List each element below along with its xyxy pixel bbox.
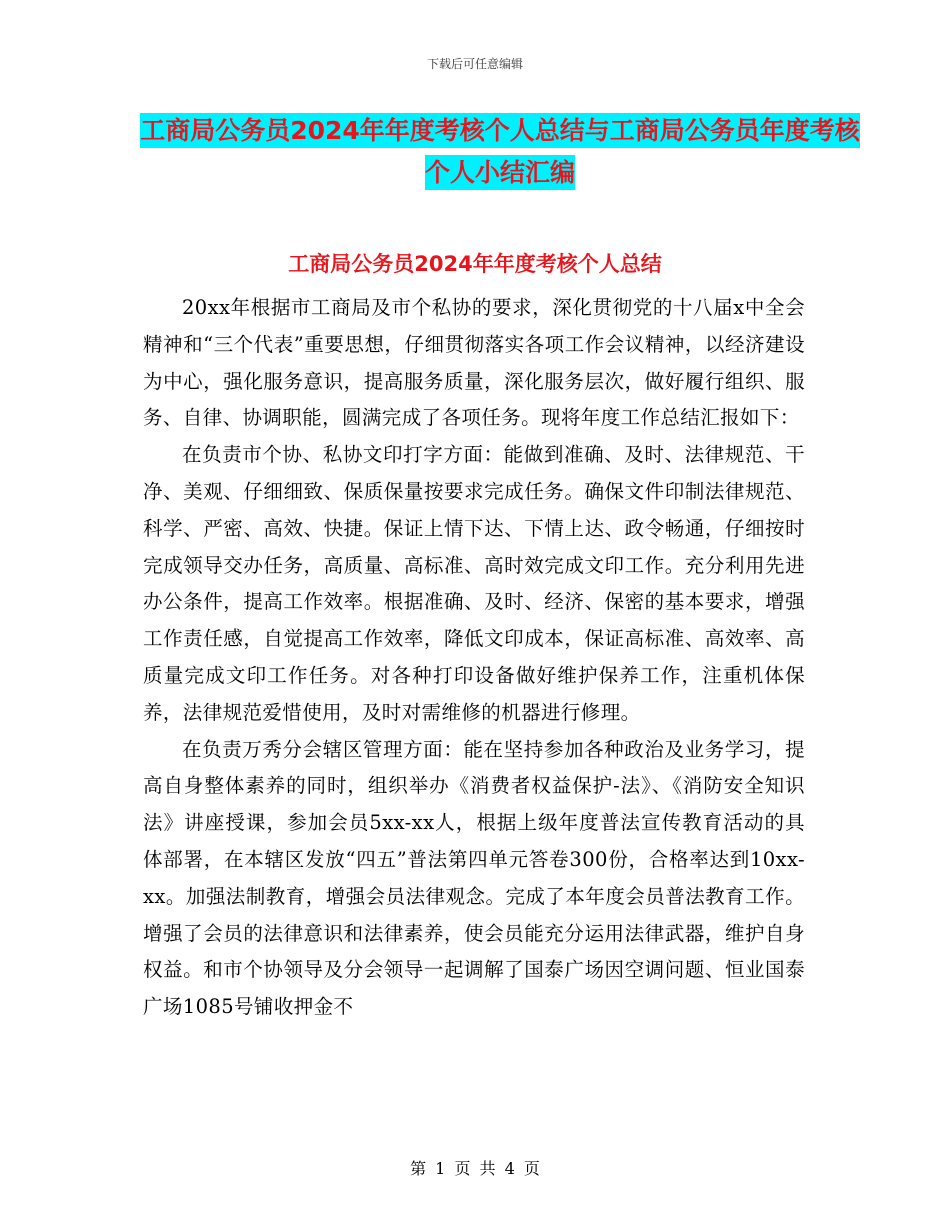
body-text [143, 290, 805, 1026]
paragraph: 在负责万秀分会辖区管理方面：能在坚持参加各种政治及业务学习，提高自身整体素养的同时，组织举办《消费者权益保护-法》、《消防安全知识法》讲座授课，参加会员5xx-xx人，根据上级年度普法宣传教育活动的具体部署，在本辖区发放“四五”普法第四单元答卷300份，合格率达到10xx-xx。加强法制教育，增强会员法律观念。完成了本年度会员普法教育工作。增强了会员的法律意识和法律素养，使会员能充分运用法律武器，维护自身权益。和市个协领导及分会领导一起调解了国泰广场因空调问题、恒业国泰广场1085号铺收押金不 [143, 737, 805, 1019]
document-title-text: 工商局公务员2024年年度考核个人总结与工商局公务员年度考核个人小结汇编 [140, 113, 860, 190]
document-title [140, 110, 860, 194]
header-note: 下载后可任意编辑 [426, 57, 523, 71]
paragraph: 20xx年根据市工商局及市个私协的要求，深化贯彻党的十八届x中全会精神和“三个代表”重要思想，仔细贯彻落实各项工作会议精神，以经济建设为中心，强化服务意识，提高服务质量，深化服务层次，做好履行组织、服务、自律、协调职能，圆满完成了各项任务。现将年度工作总结汇报如下： [143, 296, 805, 430]
page-footer: 第 1 页 共 4 页 [410, 1159, 540, 1178]
section-title: 工商局公务员2024年年度考核个人总结 [288, 252, 662, 276]
paragraph: 在负责市个协、私协文印打字方面：能做到准确、及时、法律规范、干净、美观、仔细细致、保质保量按要求完成任务。确保文件印制法律规范、科学、严密、高效、快捷。保证上情下达、下情上达、政令畅通，仔细按时完成领导交办任务，高质量、高标准、高时效完成文印工作。充分利用先进办公条件，提高工作效率。根据准确、及时、经济、保密的基本要求，增强工作责任感，自觉提高工作效率，降低文印成本，保证高标准、高效率、高质量完成文印工作任务。对各种打印设备做好维护保养工作，注重机体保养，法律规范爱惜使用，及时对需维修的机器进行修理。 [143, 443, 805, 724]
